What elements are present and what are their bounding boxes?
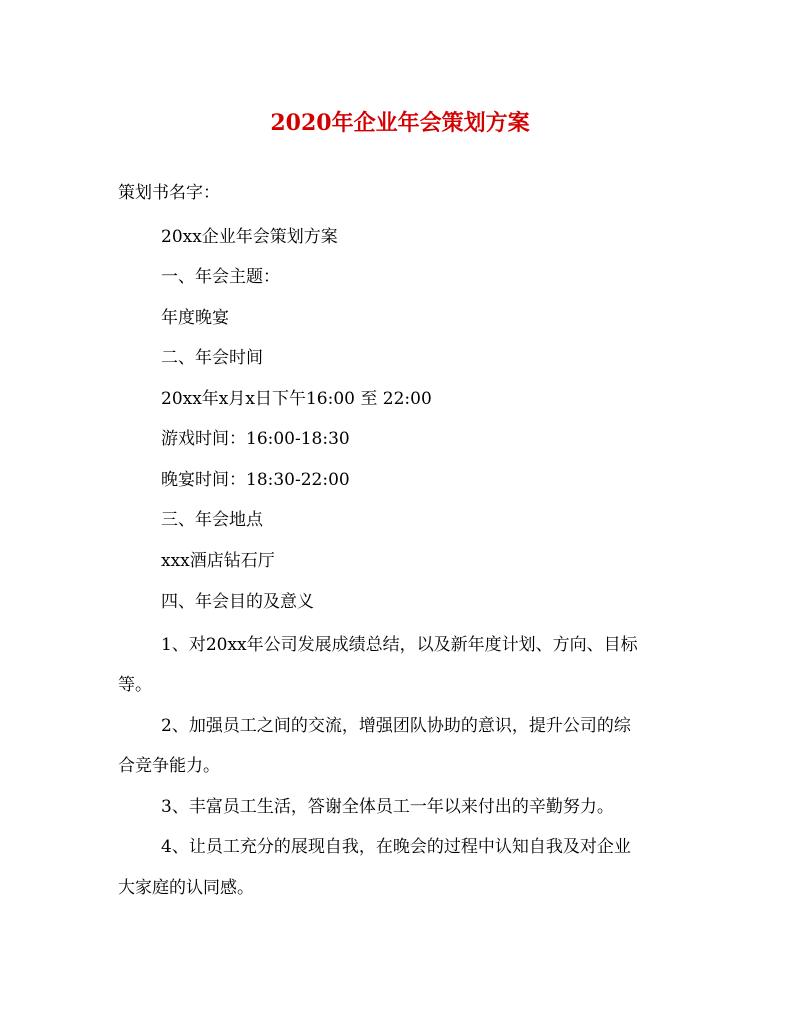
theme-text: 年度晚宴 — [161, 308, 229, 328]
section-4-heading: 四、年会目的及意义 — [161, 592, 314, 612]
purpose-2-line-2: 合竞争能力。 — [118, 756, 220, 776]
game-time: 游戏时间：16:00-18:30 — [161, 429, 350, 449]
purpose-4-line-2: 大家庭的认同感。 — [118, 878, 254, 898]
purpose-1-line-1: 1、对20xx年公司发展成绩总结，以及新年度计划、方向、目标 — [161, 635, 638, 655]
purpose-4-line-1: 4、让员工充分的展现自我，在晚会的过程中认知自我及对企业 — [161, 837, 631, 857]
purpose-1-line-2: 等。 — [118, 675, 152, 695]
plan-name-label: 策划书名字： — [118, 183, 220, 203]
section-1-heading: 一、年会主题： — [161, 267, 280, 287]
purpose-2-line-1: 2、加强员工之间的交流，增强团队协助的意识，提升公司的综 — [161, 716, 631, 736]
purpose-3-line-1: 3、丰富员工生活，答谢全体员工一年以来付出的辛勤努力。 — [161, 797, 614, 817]
location-text: xxx酒店钻石厅 — [161, 551, 275, 571]
overall-time: 20xx年x月x日下午16:00 至 22:00 — [161, 389, 432, 409]
banquet-time: 晚宴时间：18:30-22:00 — [161, 470, 350, 490]
plan-name: 20xx企业年会策划方案 — [161, 227, 338, 247]
section-2-heading: 二、年会时间 — [161, 348, 263, 368]
document-title: 2020年企业年会策划方案 — [270, 110, 530, 136]
section-3-heading: 三、年会地点 — [161, 510, 263, 530]
